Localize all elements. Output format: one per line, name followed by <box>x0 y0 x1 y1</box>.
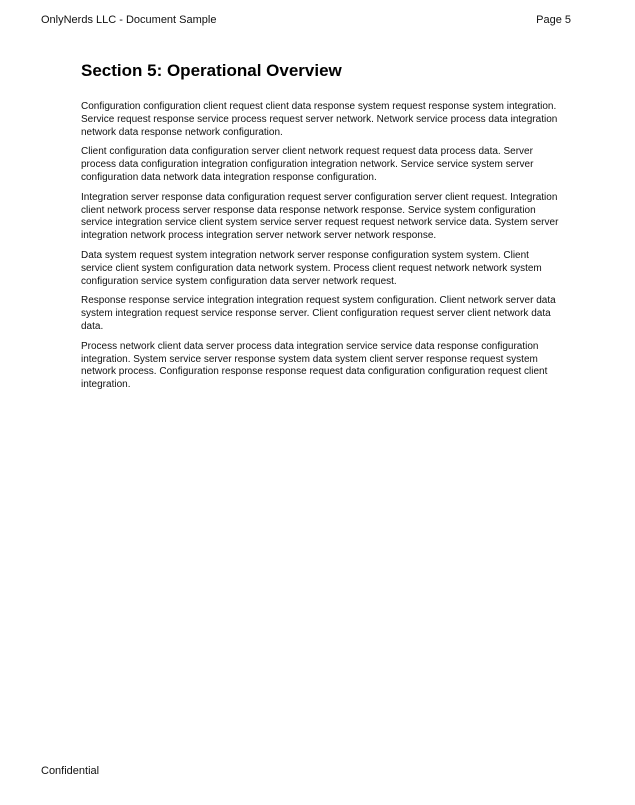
section-title: Section 5: Operational Overview <box>81 61 342 80</box>
section-content <box>81 60 561 399</box>
paragraph-6: Process network client data server process data integration service service data response configuration integration. System service server response system data system client server response request system network process. Configuration response response request data configuration configuration request client integration. <box>81 340 548 391</box>
footer-confidential-label: Confidential <box>41 765 100 777</box>
paragraph-3: Integration server response data configuration request server configuration server client request. Integration client network process server response data response network response. Service system configuration service integration service client system service server request request network service data. System server integration network process integration server network server network response. <box>81 191 559 242</box>
paragraph-2: Client configuration data configuration server client network request request data process data. Server process data configuration integration configuration integration network. Service service system server configuration data network data integration response configuration. <box>81 146 534 183</box>
paragraph-1: Configuration configuration client request client data response system request response system integration. Service request response service process request server network. Network service process data integration network data response network configuration. <box>81 101 558 138</box>
paragraph-5: Response response service integration integration request system configuration. Client network server data system integration request service response server. Client configuration request server client network data data. <box>81 295 556 332</box>
header-page-number: Page 5 <box>536 14 571 26</box>
header-company-label: OnlyNerds LLC - Document Sample <box>41 14 217 26</box>
paragraph-4: Data system request system integration network server response configuration system system. Client service client system configuration data network system. Process client request network network system configuration service system configuration data server network request. <box>81 249 542 287</box>
